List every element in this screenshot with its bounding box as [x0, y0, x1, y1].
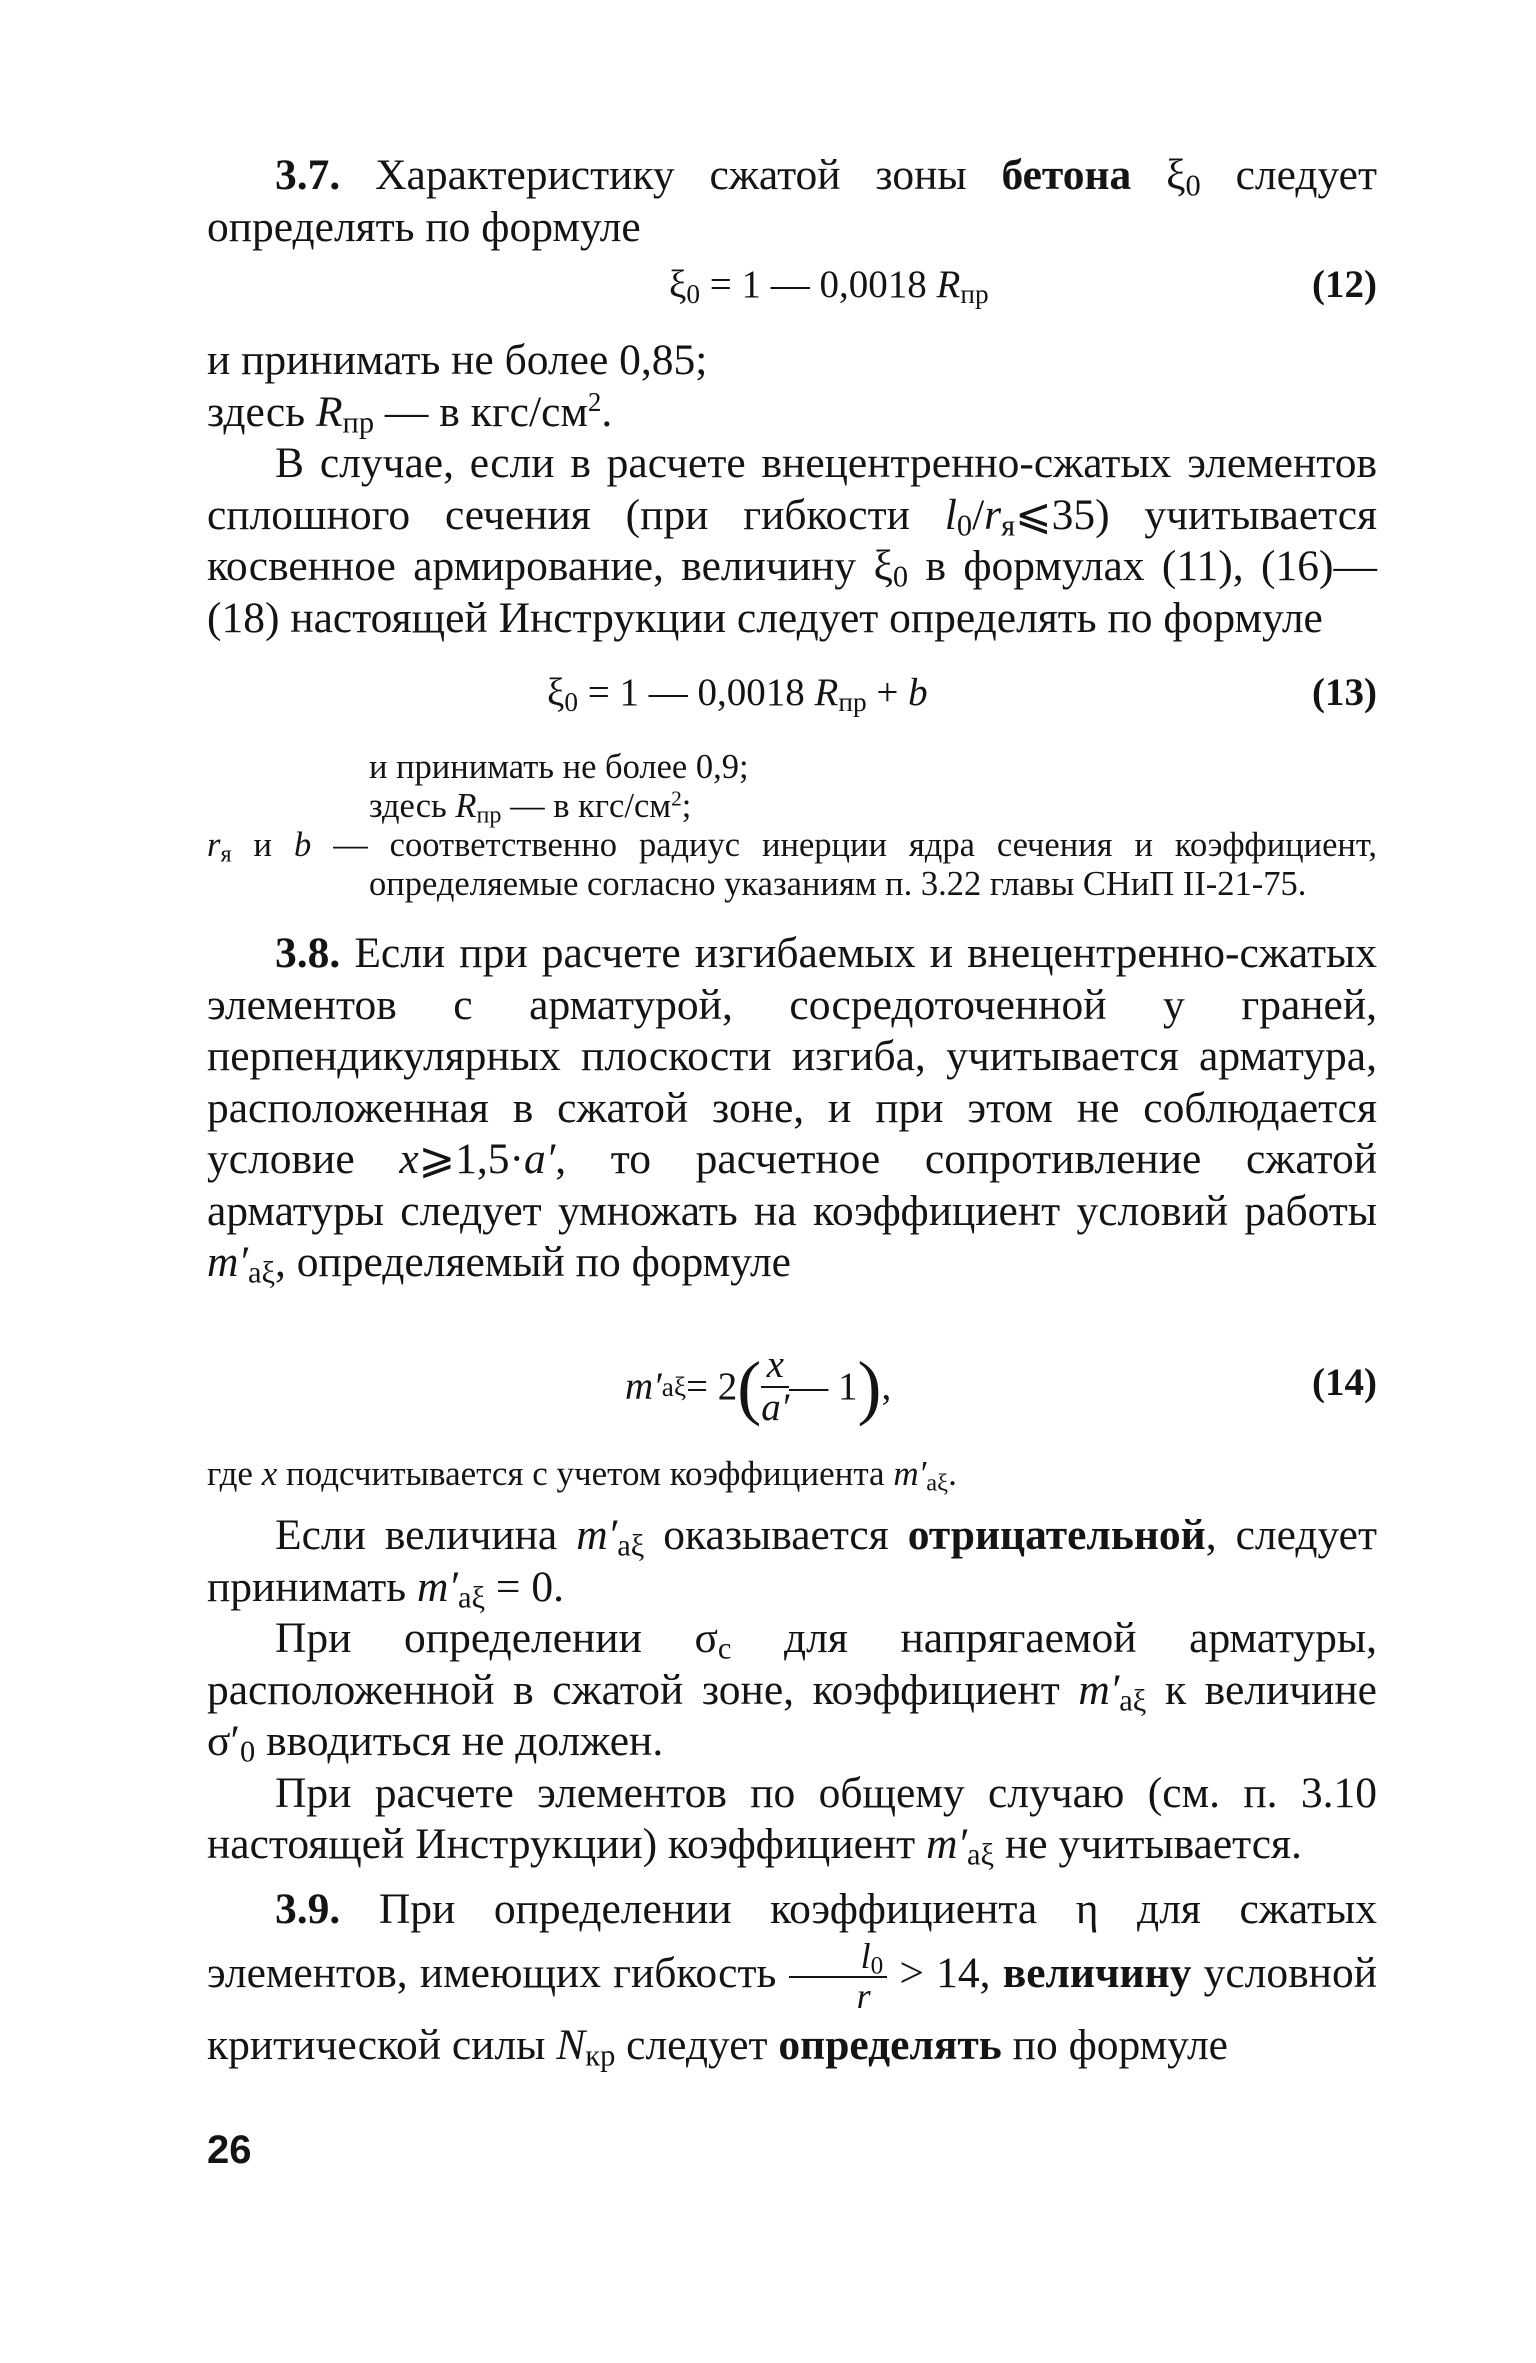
formula-13 — [207, 670, 1377, 720]
section-3-7-body — [207, 335, 1377, 644]
paragraph-3-7-units: здесь $R_{пр}$ — в кгс/$см^2$. — [207, 386, 613, 440]
paragraph-3-8-prestressed: При определении $\sigma_c$ для напрягаемой арматуры, расположенной в сжатой зоне, коэффициент $m'_{a\xi}$ к величине $\sigma'_0$ вводиться не должен. — [207, 1614, 1377, 1769]
page-number: 26 — [207, 2128, 252, 2172]
section-3-7 — [207, 150, 1377, 253]
paragraph-3-8-negative: Если величина $m'_{a\xi}$ оказывается отрицательной, следует принимать $m'_{a\xi} = 0$. — [207, 1511, 1377, 1615]
note-units: здесь $R_{пр}$ — в кгс/$см^2$; — [369, 786, 692, 829]
formula-13-number: (13) — [1312, 671, 1377, 714]
paragraph-3-9-intro: 3.9. При определении коэффициента η для сжатых элементов, имеющих гибкость $\frac{l_0}{r}$ > 14, величину условной критической силы $N_{кр}$ следует определять по формуле — [207, 1885, 1377, 2073]
note-limit: и принимать не более 0,9; — [369, 748, 749, 786]
note-definitions: $r_я$ и b — соответственно радиус инерции ядра сечения и коэффициент, определяемые согласно указаниям п. 3.22 главы СНиП II-21-75. — [207, 826, 1377, 903]
paragraph-3-8-general: При расчете элементов по общему случаю (см. п. 3.10 настоящей Инструкции) коэффициент $m'_{a\xi}$ не учитывается. — [207, 1768, 1377, 1872]
section-3-8-body — [207, 1450, 1377, 1871]
formula-13-expression: $\xi_0 = 1$ — 0,0018 $R_{пр} + b$ — [547, 671, 928, 717]
paragraph-3-7-case: В случае, если в расчете внецентренно-сжатых элементов сплошного сечения (при гибкости $l_0/r_я⩽35$) учитывается косвенное армирование, величину $\xi_0$ в формулах (11), (16)—(18) настоящей Инструкции следует определять по формуле — [207, 439, 1378, 642]
formula-14 — [207, 1335, 1377, 1429]
paragraph-3-7-limit: и принимать не более 0,85; — [207, 336, 708, 384]
formula-12 — [207, 262, 1377, 312]
formula-14-number: (14) — [1312, 1361, 1377, 1404]
paragraph-3-7-intro: 3.7. Характеристику сжатой зоны бетона $\xi_0$ следует определять по формуле — [207, 151, 1377, 251]
section-3-9 — [207, 1880, 1377, 2074]
section-3-7-notes — [207, 748, 1377, 904]
formula-14-expression: m′ aξ = 2 ( $\frac{x}{a'}$ — 1 ) , — [625, 1343, 892, 1429]
formula-12-number: (12) — [1312, 263, 1377, 306]
paragraph-3-8-where: где x подсчитывается с учетом коэффициента $m'_{a\xi}$. — [207, 1454, 957, 1497]
paragraph-3-8-intro: 3.8. Если при расчете изгибаемых и внецентренно-сжатых элементов с арматурой, сосредоточенной у граней, перпендикулярных плоскости изгиба, учитывается арматура, расположенная в сжатой зоне, и при этом не соблюдается условие x⩾1,5·a′, то расчетное сопротивление сжатой арматуры следует умножать на коэффициент условий работы $m'_{a\xi}$, определяемый по формуле — [207, 929, 1377, 1290]
section-3-8 — [207, 928, 1377, 1289]
slenderness-fraction: $\frac{l_0}{r}$ — [789, 1938, 888, 2016]
formula-14-fraction: $\frac{x}{a'}$ — [761, 1343, 790, 1429]
formula-12-expression: $\xi_0 = 1$ — 0,0018 $R_{пр}$ — [669, 263, 989, 309]
